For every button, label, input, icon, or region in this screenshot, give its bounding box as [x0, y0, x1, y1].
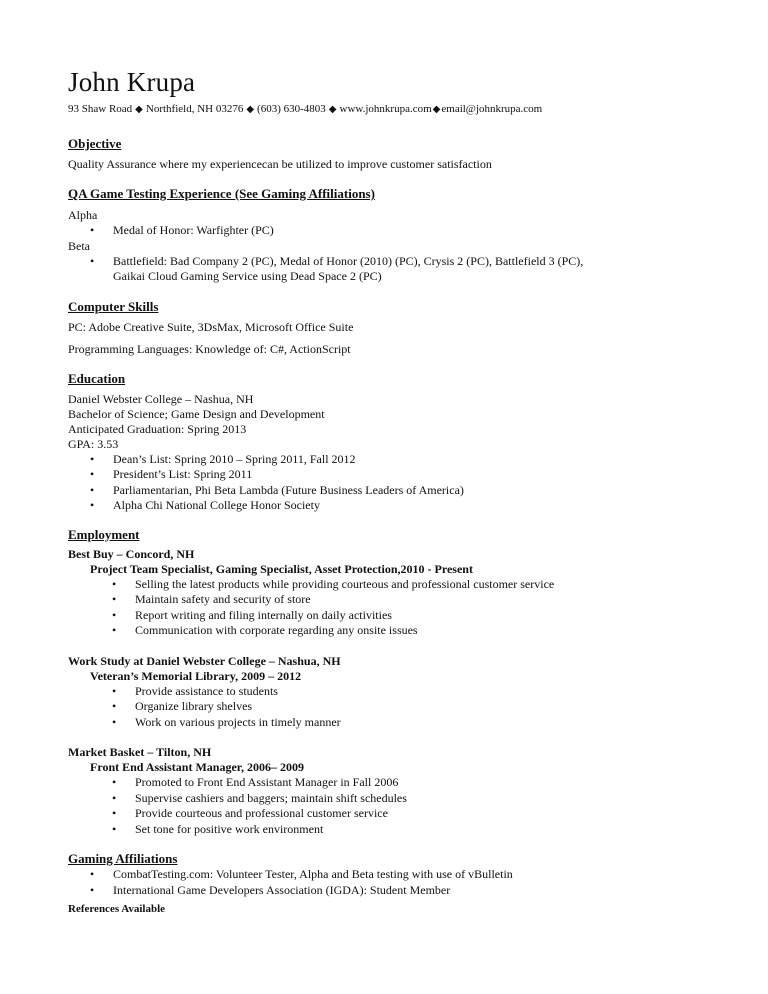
job-entry: [68, 547, 708, 639]
diamond-icon: ◆: [432, 104, 441, 115]
education-degree: Bachelor of Science; Game Design and Development: [68, 406, 325, 421]
education-section: [68, 371, 708, 514]
job-duties-list: [68, 684, 708, 731]
list-item: • Set tone for positive work environment: [112, 821, 324, 836]
job-duties-list: [68, 577, 708, 639]
list-item: • Communication with corporate regarding any onsite issues: [112, 623, 418, 637]
skills-programming: Programming Languages: Knowledge of: C#, ActionScript: [68, 341, 351, 356]
list-item: • Promoted to Front End Assistant Manager in Fall 2006: [112, 775, 399, 789]
list-item: • Maintain safety and security of store: [112, 592, 311, 606]
list-item: • CombatTesting.com: Volunteer Tester, Alpha and Beta testing with use of vBulletin: [90, 867, 513, 881]
job-duties-list: [68, 775, 708, 837]
education-honors-list: [68, 452, 708, 514]
diamond-icon: ◆: [246, 104, 255, 115]
gaming-heading: Gaming Affiliations: [68, 851, 178, 866]
contact-phone: (603) 630-4803: [257, 103, 326, 115]
diamond-icon: ◆: [135, 104, 143, 115]
job-entry: [68, 654, 708, 731]
contact-address: 93 Shaw Road: [68, 103, 133, 115]
contact-city: Northfield, NH 03276: [145, 103, 244, 115]
job-title: Project Team Specialist, Gaming Specialist, Asset Protection,2010 - Present: [90, 561, 473, 576]
gaming-section: [68, 851, 708, 898]
references-note: References Available: [68, 903, 166, 915]
bullet-icon: •: [112, 806, 117, 820]
qa-alpha-label: Alpha: [68, 208, 98, 222]
list-item: • Provide assistance to students: [112, 683, 278, 698]
skills-section: [68, 299, 708, 357]
list-item: • Supervise cashiers and baggers; maintain shift schedules: [112, 790, 407, 805]
resume-name: John Krupa: [68, 67, 196, 97]
list-item: • President’s List: Spring 2011: [90, 467, 253, 481]
bullet-icon: •: [112, 699, 117, 713]
objective-text: Quality Assurance where my experiencecan be utilized to improve customer satisfaction: [68, 157, 492, 171]
bullet-icon: •: [112, 683, 117, 698]
education-school: Daniel Webster College – Nashua, NH: [68, 391, 254, 406]
skills-heading: Computer Skills: [68, 298, 159, 314]
job-employer: Best Buy – Concord, NH: [68, 546, 195, 561]
bullet-icon: •: [90, 482, 95, 497]
list-item: • International Game Developers Association (IGDA): Student Member: [90, 882, 451, 897]
education-heading: Education: [68, 370, 126, 386]
bullet-icon: •: [90, 882, 95, 897]
bullet-icon: •: [112, 623, 117, 637]
job-entry: [68, 745, 708, 837]
gaming-list: [68, 867, 708, 898]
objective-heading: Objective: [68, 136, 122, 151]
list-item: • Organize library shelves: [112, 699, 253, 713]
resume-page: [68, 66, 708, 917]
bullet-icon: •: [90, 467, 95, 481]
qa-heading: QA Game Testing Experience (See Gaming Affiliations): [68, 186, 375, 201]
bullet-icon: •: [112, 576, 117, 591]
list-item: • Provide courteous and professional customer service: [112, 806, 388, 820]
education-graduation: Anticipated Graduation: Spring 2013: [68, 421, 247, 436]
bullet-icon: •: [112, 592, 117, 606]
bullet-icon: •: [90, 498, 95, 512]
bullet-icon: •: [112, 821, 117, 836]
job-employer: Market Basket – Tilton, NH: [68, 745, 212, 759]
bullet-icon: •: [90, 253, 95, 268]
contact-email[interactable]: email@johnkrupa.com: [441, 103, 543, 115]
list-item: • Medal of Honor: Warfighter (PC): [90, 223, 274, 237]
bullet-icon: •: [90, 867, 95, 881]
bullet-icon: •: [90, 223, 95, 237]
qa-beta-list: [68, 254, 708, 285]
contact-line: [68, 102, 708, 117]
job-employer: Work Study at Daniel Webster College – Nashua, NH: [68, 653, 341, 668]
diamond-icon: ◆: [328, 104, 337, 115]
job-title: Veteran’s Memorial Library, 2009 – 2012: [90, 668, 302, 683]
employment-section: [68, 527, 708, 838]
qa-section: [68, 186, 708, 285]
contact-website[interactable]: www.johnkrupa.com: [339, 103, 432, 115]
list-item: • Alpha Chi National College Honor Society: [90, 498, 320, 512]
bullet-icon: •: [112, 790, 117, 805]
list-item: • Selling the latest products while providing courteous and professional customer service: [112, 576, 555, 591]
list-item: • Report writing and filing internally on daily activities: [112, 607, 392, 622]
qa-beta-label: Beta: [68, 238, 90, 253]
bullet-icon: •: [112, 775, 117, 789]
bullet-icon: •: [90, 451, 95, 466]
bullet-icon: •: [112, 714, 117, 729]
list-item: • Parliamentarian, Phi Beta Lambda (Future Business Leaders of America): [90, 482, 464, 497]
bullet-icon: •: [112, 607, 117, 622]
list-item: • Work on various projects in timely manner: [112, 714, 341, 729]
qa-alpha-list: [68, 223, 708, 239]
education-gpa: GPA: 3.53: [68, 436, 119, 451]
job-title: Front End Assistant Manager, 2006– 2009: [90, 760, 305, 774]
skills-pc: PC: Adobe Creative Suite, 3DsMax, Microsoft Office Suite: [68, 319, 354, 334]
employment-heading: Employment: [68, 526, 140, 542]
list-item: • Dean’s List: Spring 2010 – Spring 2011, Fall 2012: [90, 451, 356, 466]
list-item: • Battlefield: Bad Company 2 (PC), Medal of Honor (2010) (PC), Crysis 2 (PC), Battlefield 3 (PC), Gaikai Cloud Gaming Service using Dead Space 2 (PC): [90, 253, 584, 283]
objective-section: [68, 136, 708, 172]
